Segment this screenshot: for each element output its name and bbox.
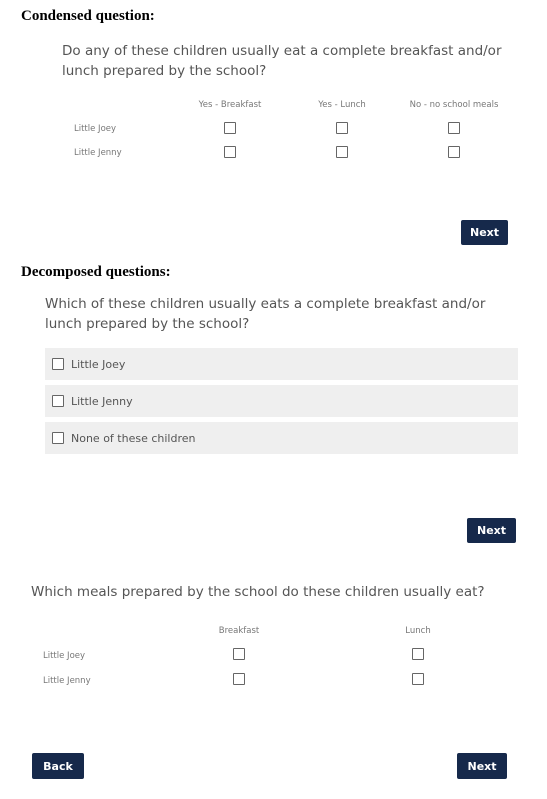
checkbox-jenny-no-meals[interactable] [448, 146, 460, 158]
condensed-question-text: Do any of these children usually eat a complete breakfast and/or lunch prepared by the school? [62, 43, 502, 79]
back-button[interactable]: Back [32, 753, 84, 779]
option-little-joey[interactable] [45, 348, 518, 380]
col-header-no-school-meals: No - no school meals [409, 100, 499, 110]
checkbox-joey-lunch[interactable] [412, 648, 424, 660]
row-label-little-joey: Little Joey [43, 651, 86, 661]
checkbox-option-little-jenny[interactable] [52, 395, 64, 407]
checkbox-joey-lunch[interactable] [336, 122, 348, 134]
decomposed-q1-text: Which of these children usually eats a complete breakfast and/or lunch prepared by the school? [45, 296, 486, 332]
row-label-little-joey: Little Joey [74, 124, 117, 134]
col-header-lunch: Lunch [405, 626, 431, 636]
checkbox-jenny-lunch[interactable] [412, 673, 424, 685]
condensed-next-button[interactable]: Next [461, 220, 508, 245]
col-header-yes-lunch: Yes - Lunch [318, 100, 366, 110]
option-label: Little Jenny [71, 394, 133, 408]
row-label-little-jenny: Little Jenny [43, 676, 91, 686]
checkbox-jenny-breakfast[interactable] [224, 146, 236, 158]
option-label: Little Joey [71, 357, 126, 371]
checkbox-option-none[interactable] [52, 432, 64, 444]
decomposed-heading: Decomposed questions: [21, 264, 171, 280]
decomposed-q2-next-button[interactable]: Next [457, 753, 507, 779]
col-header-breakfast: Breakfast [218, 626, 260, 636]
condensed-heading: Condensed question: [21, 8, 155, 24]
row-label-little-jenny: Little Jenny [74, 148, 122, 158]
checkbox-jenny-breakfast[interactable] [233, 673, 245, 685]
option-none-of-these[interactable] [45, 422, 518, 454]
decomposed-q2-text: Which meals prepared by the school do these children usually eat? [31, 584, 485, 600]
col-header-yes-breakfast: Yes - Breakfast [198, 100, 262, 110]
checkbox-joey-breakfast[interactable] [224, 122, 236, 134]
option-label: None of these children [71, 431, 196, 445]
checkbox-option-little-joey[interactable] [52, 358, 64, 370]
decomposed-q1-next-button[interactable]: Next [467, 518, 516, 543]
checkbox-jenny-lunch[interactable] [336, 146, 348, 158]
option-little-jenny[interactable] [45, 385, 518, 417]
checkbox-joey-breakfast[interactable] [233, 648, 245, 660]
checkbox-joey-no-meals[interactable] [448, 122, 460, 134]
